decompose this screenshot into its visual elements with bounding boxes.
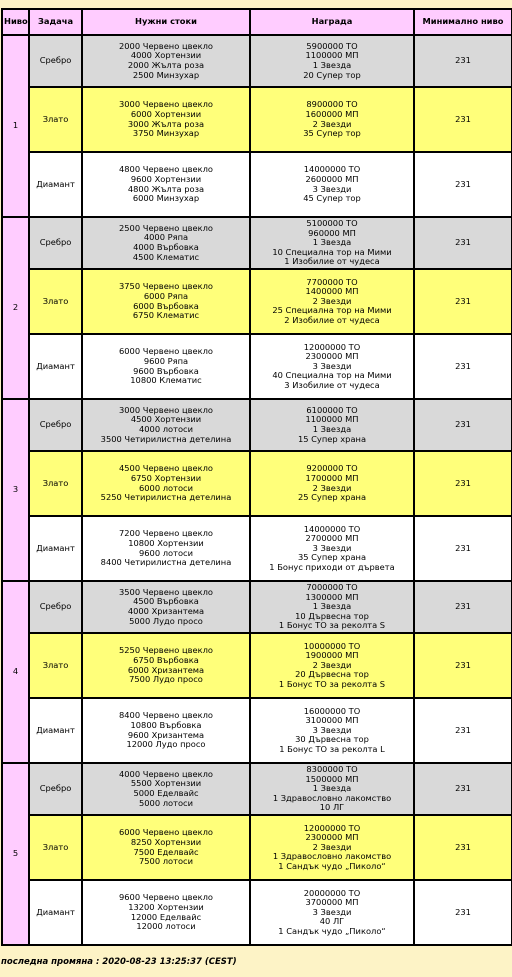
reward-line: 1 Бонус TO за реколта L	[279, 743, 385, 754]
reward-line: 1100000 МП	[305, 414, 359, 425]
reward-line: 35 Супер тор	[303, 128, 361, 139]
min-level-cell: 231	[415, 517, 512, 582]
reward-line: 1 Звезда	[312, 60, 352, 70]
min-level-cell: 231	[415, 335, 512, 400]
goods-line: 2500 Червено цвекло	[119, 222, 213, 233]
task-cell: Сребро	[30, 218, 83, 270]
goods-line: 3000 Червено цвекло	[119, 99, 213, 110]
table-row	[3, 218, 512, 270]
reward-cell	[251, 400, 415, 452]
header-row	[3, 10, 512, 36]
reward-line: 7000000 TO	[306, 582, 358, 593]
task-cell: Злато	[30, 816, 83, 881]
reward-line: 20000000 TO	[303, 887, 361, 898]
reward-line: 3700000 МП	[305, 897, 359, 908]
goods-cell	[83, 270, 251, 335]
reward-line: 25 Супер храна	[297, 492, 367, 503]
reward-line: 3 Звезди	[312, 906, 352, 917]
goods-cell	[83, 699, 251, 764]
last-modified: последна промяна : 2020-08-23 13:25:37 (CEST)	[1, 957, 237, 967]
goods-line: 5000 лотоси	[139, 797, 193, 808]
goods-line: 6000 Върбовка	[133, 300, 199, 311]
reward-line: 960000 МП	[308, 227, 356, 238]
goods-line: 4000 Ряпа	[143, 232, 189, 243]
goods-line: 4000 Върбовка	[133, 242, 199, 252]
reward-line: 2 Звезди	[312, 118, 352, 129]
reward-line: 1 Звезда	[312, 237, 352, 248]
table-row	[3, 270, 512, 335]
goods-line: 4500 Хортензии	[130, 414, 202, 425]
reward-line: 1 Изобилие от чудеса	[284, 256, 380, 267]
reward-line: 10 Дървесна тор	[295, 610, 369, 621]
reward-line: 1 Звезда	[312, 424, 352, 434]
goods-line: 2000 Червено цвекло	[119, 40, 213, 51]
reward-line: 14000000 TO	[303, 164, 361, 175]
goods-line: 3500 Червено цвекло	[119, 586, 213, 597]
goods-line: 4000 лотоси	[139, 424, 193, 434]
reward-cell	[251, 881, 415, 946]
goods-line: 9600 Хортензии	[130, 173, 202, 184]
min-level-cell: 231	[415, 452, 512, 517]
goods-line: 10800 Хортензии	[128, 537, 204, 548]
goods-line: 4500 Червено цвекло	[119, 463, 213, 474]
goods-line: 12000 Лудо просо	[126, 739, 206, 750]
reward-line: 2 Изобилие от чудеса	[284, 314, 380, 325]
goods-line: 6000 Червено цвекло	[119, 346, 213, 357]
table-row	[3, 452, 512, 517]
reward-line: 2 Звезди	[312, 841, 352, 852]
reward-line: 10000000 TO	[303, 640, 361, 651]
reward-line: 35 Супер храна	[297, 552, 367, 563]
goods-line: 9600 лотоси	[139, 547, 193, 558]
table-row	[3, 582, 512, 634]
goods-line: 5000 Лудо просо	[129, 615, 203, 626]
goods-line: 5250 Червено цвекло	[119, 645, 213, 656]
reward-line: 20 Дървесна тор	[295, 669, 369, 680]
min-level-cell: 231	[415, 153, 512, 218]
level-cell: 5	[3, 764, 30, 946]
reward-cell	[251, 270, 415, 335]
table-row	[3, 517, 512, 582]
reward-line: 1100000 МП	[305, 50, 359, 61]
task-cell: Сребро	[30, 400, 83, 452]
goods-line: 3750 Минзухар	[132, 128, 200, 139]
goods-line: 6000 Хризантема	[127, 664, 205, 675]
task-cell: Сребро	[30, 582, 83, 634]
goods-line: 4500 Върбовка	[133, 596, 199, 607]
goods-line: 10800 Клематис	[130, 375, 202, 386]
table-row	[3, 400, 512, 452]
goods-line: 12000 Еделвайс	[130, 911, 202, 922]
min-level-cell: 231	[415, 764, 512, 816]
min-level-cell: 231	[415, 816, 512, 881]
reward-line: 12000000 TO	[303, 822, 361, 833]
table-row	[3, 764, 512, 816]
reward-line: 2700000 МП	[305, 533, 359, 544]
task-cell: Диамант	[30, 699, 83, 764]
goods-cell	[83, 816, 251, 881]
goods-cell	[83, 88, 251, 153]
reward-cell	[251, 582, 415, 634]
min-level-cell: 231	[415, 270, 512, 335]
header-min-level: Минимално ниво	[415, 10, 512, 36]
goods-cell	[83, 517, 251, 582]
reward-line: 2 Звезди	[312, 482, 352, 493]
reward-line: 40 Специална тор на Мими	[272, 370, 392, 381]
goods-cell	[83, 400, 251, 452]
goods-line: 6000 Червено цвекло	[119, 827, 213, 838]
reward-line: 1 Сандък чудо „Пиколо“	[278, 925, 386, 936]
task-cell: Диамант	[30, 517, 83, 582]
reward-cell	[251, 517, 415, 582]
level-cell: 3	[3, 400, 30, 582]
level-cell: 2	[3, 218, 30, 400]
reward-line: 2300000 МП	[305, 351, 359, 362]
goods-line: 4800 Жълта роза	[127, 183, 205, 194]
min-level-cell: 231	[415, 400, 512, 452]
goods-line: 4500 Клематис	[132, 251, 200, 262]
header-reward: Награда	[251, 10, 415, 36]
goods-cell	[83, 634, 251, 699]
level-cell: 1	[3, 36, 30, 218]
reward-cell	[251, 153, 415, 218]
quest-table	[1, 8, 512, 946]
reward-line: 7700000 TO	[306, 276, 358, 287]
header-task: Задача	[30, 10, 83, 36]
goods-line: 5000 Еделвайс	[133, 788, 199, 798]
reward-line: 8900000 TO	[306, 99, 358, 110]
table-row	[3, 36, 512, 88]
task-cell: Злато	[30, 270, 83, 335]
reward-line: 30 Дървесна тор	[295, 734, 369, 745]
level-cell: 4	[3, 582, 30, 764]
table-row	[3, 634, 512, 699]
reward-line: 25 Специална тор на Мими	[272, 305, 392, 316]
reward-line: 9200000 TO	[306, 463, 358, 474]
reward-cell	[251, 88, 415, 153]
reward-line: 1900000 МП	[305, 650, 359, 661]
reward-line: 2300000 МП	[305, 832, 359, 843]
reward-cell	[251, 764, 415, 816]
reward-line: 45 Супер тор	[303, 193, 361, 204]
reward-line: 3 Звезди	[312, 542, 352, 553]
reward-line: 6100000 TO	[306, 404, 358, 415]
goods-line: 6000 Хортензии	[130, 108, 202, 119]
goods-cell	[83, 881, 251, 946]
goods-line: 6750 Клематис	[132, 310, 200, 321]
goods-line: 3750 Червено цвекло	[119, 281, 213, 292]
min-level-cell: 231	[415, 218, 512, 270]
goods-line: 13200 Хортензии	[128, 901, 204, 912]
reward-line: 1 Бонус приходи от дървета	[269, 561, 395, 572]
goods-line: 7500 лотоси	[139, 856, 193, 867]
goods-line: 4000 Хризантема	[127, 606, 205, 616]
reward-line: 20 Супер тор	[303, 69, 361, 80]
reward-line: 8300000 TO	[306, 764, 358, 775]
goods-line: 4000 Хортензии	[130, 50, 202, 61]
goods-cell	[83, 218, 251, 270]
reward-line: 2 Звезди	[312, 295, 352, 306]
task-cell: Злато	[30, 634, 83, 699]
header-level: Ниво	[3, 10, 30, 36]
goods-line: 10800 Върбовка	[130, 719, 202, 730]
goods-line: 8250 Хортензии	[130, 836, 202, 847]
min-level-cell: 231	[415, 36, 512, 88]
goods-line: 12000 лотоси	[136, 921, 196, 932]
goods-line: 3500 Четирилистна детелина	[100, 433, 232, 444]
reward-line: 1 Бонус TO за реколта S	[278, 678, 386, 689]
table-row	[3, 881, 512, 946]
task-cell: Злато	[30, 88, 83, 153]
reward-line: 3 Звезди	[312, 724, 352, 735]
goods-line: 5250 Четирилистна детелина	[100, 492, 232, 503]
reward-line: 2600000 МП	[305, 173, 359, 184]
reward-cell	[251, 634, 415, 699]
reward-line: 1700000 МП	[305, 472, 359, 483]
reward-line: 40 ЛГ	[319, 916, 345, 927]
reward-line: 14000000 TO	[303, 523, 361, 534]
reward-cell	[251, 452, 415, 517]
goods-cell	[83, 452, 251, 517]
min-level-cell: 231	[415, 582, 512, 634]
goods-line: 5500 Хортензии	[130, 778, 202, 789]
reward-line: 10 Специална тор на Мими	[272, 246, 392, 257]
header-goods: Нужни стоки	[83, 10, 251, 36]
goods-line: 6750 Върбовка	[133, 654, 199, 665]
goods-cell	[83, 153, 251, 218]
goods-line: 4000 Червено цвекло	[119, 768, 213, 779]
min-level-cell: 231	[415, 881, 512, 946]
reward-line: 1 Здравословно лакомство	[272, 792, 392, 803]
reward-cell	[251, 699, 415, 764]
goods-line: 8400 Четирилистна детелина	[100, 557, 232, 568]
goods-line: 8400 Червено цвекло	[119, 710, 213, 721]
reward-line: 3 Звезди	[312, 183, 352, 194]
reward-line: 3 Изобилие от чудеса	[284, 379, 380, 390]
reward-line: 1 Звезда	[312, 601, 352, 612]
table-row	[3, 699, 512, 764]
goods-line: 9600 Ряпа	[143, 355, 189, 366]
reward-cell	[251, 335, 415, 400]
reward-line: 12000000 TO	[303, 341, 361, 352]
goods-cell	[83, 764, 251, 816]
goods-line: 3000 Жълта роза	[127, 118, 205, 129]
min-level-cell: 231	[415, 699, 512, 764]
goods-line: 4800 Червено цвекло	[119, 164, 213, 175]
goods-line: 2500 Минзухар	[132, 69, 200, 80]
goods-line: 9600 Червено цвекло	[119, 892, 213, 903]
reward-line: 1 Сандък чудо „Пиколо“	[278, 860, 386, 871]
reward-line: 3100000 МП	[305, 715, 359, 726]
reward-line: 1400000 МП	[305, 286, 359, 297]
task-cell: Диамант	[30, 335, 83, 400]
task-cell: Сребро	[30, 36, 83, 88]
table-row	[3, 153, 512, 218]
reward-line: 1 Звезда	[312, 783, 352, 794]
reward-line: 1 Здравословно лакомство	[272, 851, 392, 862]
table-row	[3, 335, 512, 400]
reward-line: 15 Супер храна	[297, 433, 367, 444]
goods-line: 6750 Хортензии	[130, 472, 202, 483]
reward-line: 1 Бонус TO за реколта S	[278, 620, 386, 631]
reward-line: 1300000 МП	[305, 591, 359, 602]
reward-line: 1600000 МП	[305, 108, 359, 119]
goods-line: 2000 Жълта роза	[127, 60, 205, 70]
reward-line: 2 Звезди	[312, 659, 352, 670]
table-row	[3, 88, 512, 153]
reward-cell	[251, 36, 415, 88]
reward-line: 3 Звезди	[312, 360, 352, 371]
goods-line: 7200 Червено цвекло	[119, 528, 213, 539]
task-cell: Сребро	[30, 764, 83, 816]
goods-line: 7500 Еделвайс	[133, 846, 199, 857]
reward-line: 5100000 TO	[306, 218, 358, 229]
min-level-cell: 231	[415, 88, 512, 153]
reward-line: 10 ЛГ	[319, 802, 345, 813]
goods-line: 3000 Червено цвекло	[119, 404, 213, 415]
task-cell: Диамант	[30, 881, 83, 946]
goods-line: 9600 Върбовка	[133, 365, 199, 376]
min-level-cell: 231	[415, 634, 512, 699]
goods-line: 7500 Лудо просо	[129, 674, 203, 685]
reward-cell	[251, 218, 415, 270]
reward-cell	[251, 816, 415, 881]
reward-line: 1500000 МП	[305, 773, 359, 784]
table-body	[3, 36, 512, 946]
table-row	[3, 816, 512, 881]
goods-line: 6000 Минзухар	[132, 193, 200, 204]
reward-line: 5900000 TO	[306, 40, 358, 51]
goods-line: 6000 лотоси	[139, 482, 193, 493]
goods-cell	[83, 335, 251, 400]
goods-cell	[83, 36, 251, 88]
goods-line: 6000 Ряпа	[143, 290, 189, 301]
reward-line: 16000000 TO	[303, 705, 361, 716]
task-cell: Злато	[30, 452, 83, 517]
goods-line: 9600 Хризантема	[127, 729, 205, 740]
task-cell: Диамант	[30, 153, 83, 218]
goods-cell	[83, 582, 251, 634]
